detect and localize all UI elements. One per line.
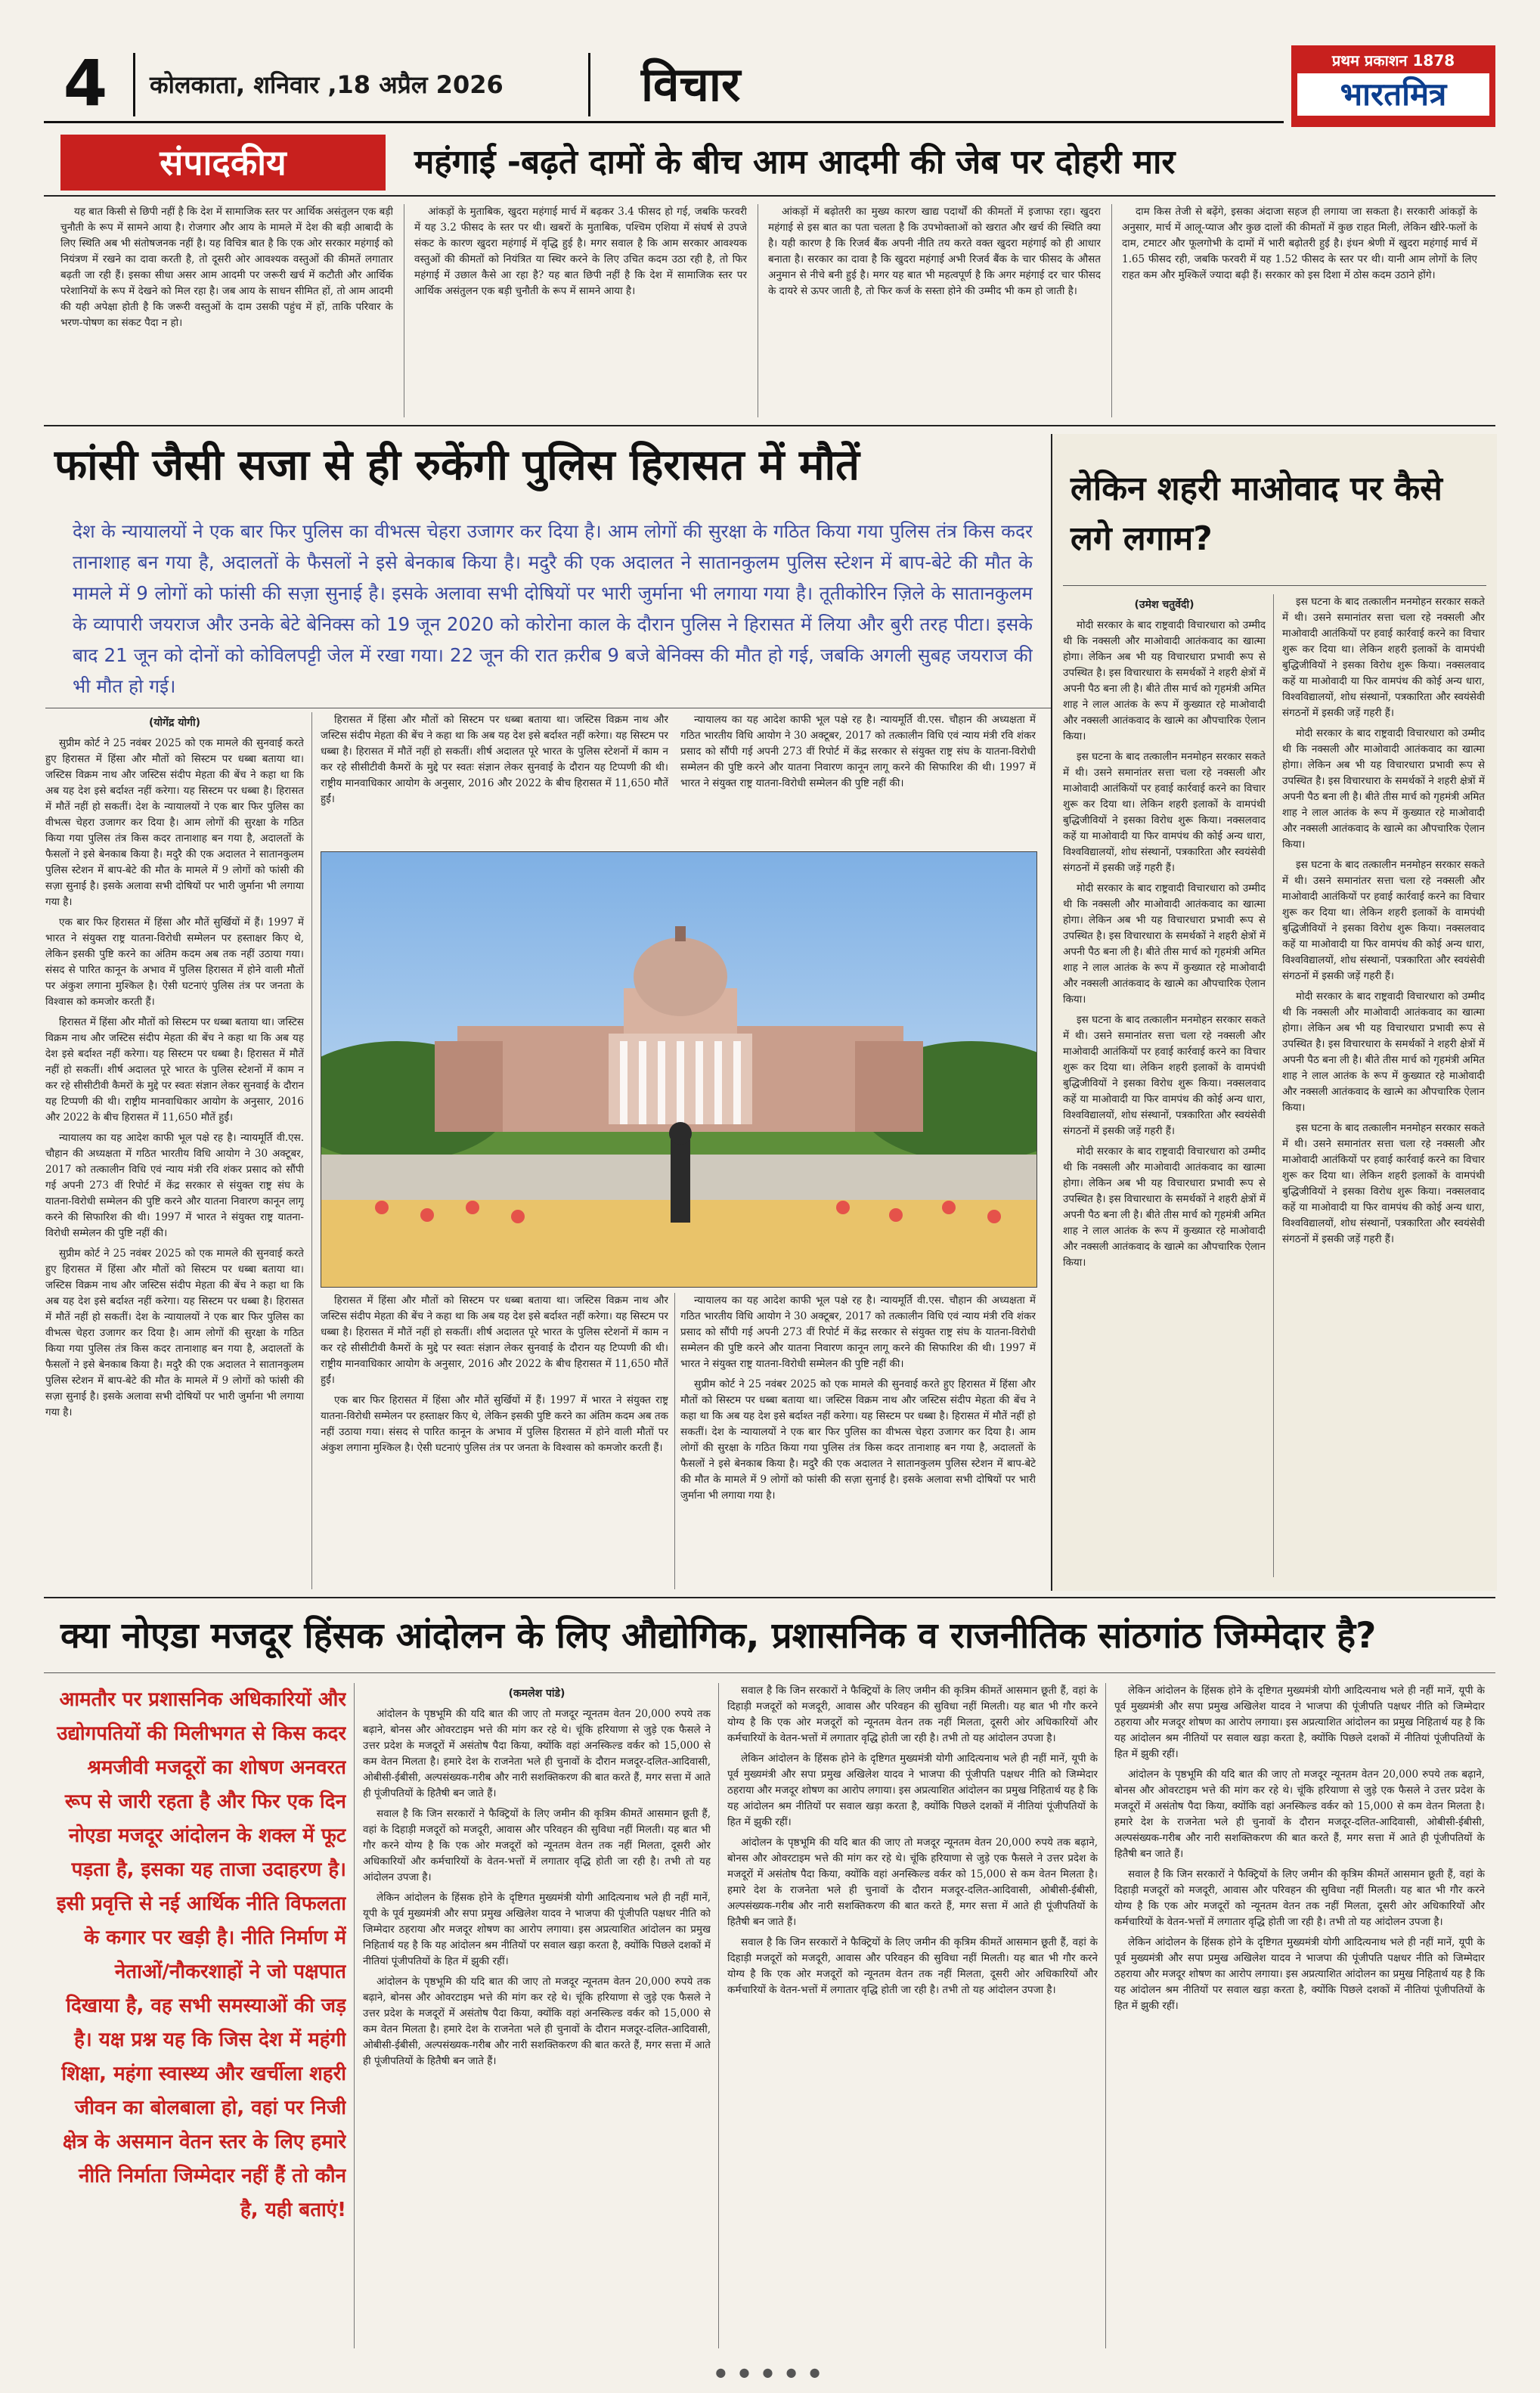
sidebar-paragraph: इस घटना के बाद तत्कालीन मनमोहन सरकार सकते में थी। उसने समानांतर सत्ता चला रहे नक्सली और माओवादी आतंकियों पर हवाई कार्रवाई करने का विचार शुरू कर दिया था। लेकिन शहरी इलाकों के वामपंथी बुद्धिजीवियों ने इसका विरोध शुरू किया। नक्सलवाद कहें या माओवादी या फिर वामपंथ की कोई अन्य धारा, विश्वविद्यालयों, शोध संस्थानों, पत्रकारिता और स्वयंसेवी संगठनों में इसकी जड़ें गहरी हैं। xyxy=(1282,859,1485,982)
bottom-paragraph: सवाल है कि जिन सरकारों ने फैक्ट्रियों के लिए जमीन की कृत्रिम कीमतें आसमान छूती हैं, वहां के दिहाड़ी मजदूरों को मजदूरी, आवास और परिवहन की सुविधा नहीं मिलती। यह बात भी गौर करने योग्य है कि एक ओर मजदूरों को न्यूनतम वेतन तक नहीं मिलता, दूसरी ओर अधिकारियों और कर्मचारियों के वेतन-भत्तों में लगातार वृद्धि होती जा रही है। तभी तो यह आंदोलन उपजा है। xyxy=(727,1685,1098,1744)
sidebar-column xyxy=(1282,594,1485,1577)
since-line: प्रथम प्रकाशन 1878 xyxy=(1331,51,1455,70)
column-rule xyxy=(1273,594,1274,1577)
column-rule xyxy=(1105,1683,1106,2348)
bottom-headline-rule xyxy=(44,1672,1495,1673)
lead-paragraph: हिरासत में हिंसा और मौतों को सिस्टम पर धब्बा बताया था। जस्टिस विक्रम नाथ और जस्टिस संदीप मेहता की बेंच ने कहा था कि अब यह देश इसे बर्दाश्त नहीं करेगा। यह सिस्टम पर धब्बा है। हिरासत में मौतें नहीं हो सकतीं। शीर्ष अदालत पूरे भारत के पुलिस स्टेशनों में काम न कर रहे सीसीटीवी कैमरों के मुद्दे पर स्वतः संज्ञान लेकर सुनवाई के दौरान यह टिप्पणी की थी। राष्ट्रीय मानवाधिकार आयोग के अनुसार, 2016 और 2022 के बीच हिरासत में 11,650 मौतें हुईं। xyxy=(45,1016,304,1124)
bottom-paragraph: लेकिन आंदोलन के हिंसक होने के दृष्टिगत मुख्यमंत्री योगी आदित्यनाथ भले ही नहीं मानें, यूपी के पूर्व मुख्यमंत्री और सपा प्रमुख अखिलेश यादव ने भाजपा की पूंजीपति पक्षधर नीति को जिम्मेदार ठहराया और मजदूर शोषण का आरोप लगाया। इस अप्रत्याशित आंदोलन का प्रमुख निहितार्थ यह है कि यह आंदोलन श्रम नीतियों पर सवाल खड़ा करता है, क्योंकि पिछले दशकों में नीतियां पूंजीपतियों के हित में झुकी रहीं। xyxy=(1114,1936,1485,2012)
lead-column xyxy=(680,1293,1036,1589)
sidebar-paragraph: इस घटना के बाद तत्कालीन मनमोहन सरकार सकते में थी। उसने समानांतर सत्ता चला रहे नक्सली और माओवादी आतंकियों पर हवाई कार्रवाई करने का विचार शुरू कर दिया था। लेकिन शहरी इलाकों के वामपंथी बुद्धिजीवियों ने इसका विरोध शुरू किया। नक्सलवाद कहें या माओवादी या फिर वामपंथ की कोई अन्य धारा, विश्वविद्यालयों, शोध संस्थानों, पत्रकारिता और स्वयंसेवी संगठनों में इसकी जड़ें गहरी हैं। xyxy=(1282,596,1485,719)
editorial-paragraph: आंकड़ों के मुताबिक, खुदरा महंगाई मार्च में बढ़कर 3.4 फीसद हो गई, जबकि फरवरी में यह 3.2 फीसद के स्तर पर थी। खबरों के मुताबिक, पश्चिम एशिया में संघर्ष से उपजे संकट के कारण खुदरा महंगाई में वृद्धि हुई है। मगर सवाल है कि आम सरकार आवश्यक वस्तुओं की कीमतों को नियंत्रित या स्थिर करने के लिए उचित कदम उठा रही है, तो फिर महंगाई में उछाल कैसे आ रहा है? यह बात छिपी नहीं है कि देश में सामाजिक स्तर पर आर्थिक असंतुलन एक बड़ी चुनौती के रूप में सामने आया है। xyxy=(414,206,747,297)
editorial-column xyxy=(414,204,747,417)
bottom-paragraph: सवाल है कि जिन सरकारों ने फैक्ट्रियों के लिए जमीन की कृत्रिम कीमतें आसमान छूती हैं, वहां के दिहाड़ी मजदूरों को मजदूरी, आवास और परिवहन की सुविधा नहीं मिलती। यह बात भी गौर करने योग्य है कि एक ओर मजदूरों को न्यूनतम वेतन तक नहीं मिलता, दूसरी ओर अधिकारियों और कर्मचारियों के वेतन-भत्तों में लगातार वृद्धि होती जा रही है। तभी तो यह आंदोलन उपजा है। xyxy=(363,1808,711,1883)
lead-paragraph: हिरासत में हिंसा और मौतों को सिस्टम पर धब्बा बताया था। जस्टिस विक्रम नाथ और जस्टिस संदीप मेहता की बेंच ने कहा था कि अब यह देश इसे बर्दाश्त नहीं करेगा। यह सिस्टम पर धब्बा है। हिरासत में मौतें नहीं हो सकतीं। शीर्ष अदालत पूरे भारत के पुलिस स्टेशनों में काम न कर रहे सीसीटीवी कैमरों के मुद्दे पर स्वतः संज्ञान लेकर सुनवाई के दौरान यह टिप्पणी की थी। राष्ट्रीय मानवाधिकार आयोग के अनुसार, 2016 और 2022 के बीच हिरासत में 11,650 मौतें हुईं। xyxy=(321,714,668,805)
lead-column xyxy=(321,712,668,845)
bottom-paragraph: लेकिन आंदोलन के हिंसक होने के दृष्टिगत मुख्यमंत्री योगी आदित्यनाथ भले ही नहीं मानें, यूपी के पूर्व मुख्यमंत्री और सपा प्रमुख अखिलेश यादव ने भाजपा की पूंजीपति पक्षधर नीति को जिम्मेदार ठहराया और मजदूर शोषण का आरोप लगाया। इस अप्रत्याशित आंदोलन का प्रमुख निहितार्थ यह है कि यह आंदोलन श्रम नीतियों पर सवाल खड़ा करता है, क्योंकि पिछले दशकों में नीतियां पूंजीपतियों के हित में झुकी रहीं। xyxy=(363,1892,711,1967)
lead-column xyxy=(680,712,1036,845)
editorial-paragraph: यह बात किसी से छिपी नहीं है कि देश में सामाजिक स्तर पर आर्थिक असंतुलन एक बड़ी चुनौती के रूप में सामने आया है। रोजगार और आय के मामले में देश की बड़ी आबादी के लिए स्थिति अब भी संतोषजनक नहीं है। यह विचित्र बात है कि एक ओर सरकार महंगाई को नियंत्रण में रखने का दावा करती है, तो दूसरी ओर आवश्यक वस्तुओं की कीमतें लगातार बढ़ती जा रही हैं। इसका सीधा असर आम आदमी पर जरूरी खर्च में कटौती और आर्थिक परेशानियों के रूप में देखने को मिल रहा है। जब आय के साधन सीमित हों, तो आम आदमी की यही अपेक्षा होती है कि जरूरी वस्तुओं के दाम उसकी पहुंच में हों, ताकि परिवार के भरण-पोषण का संकट पैदा न हो। xyxy=(60,206,393,329)
column-rule xyxy=(311,712,312,1589)
bottom-paragraph: आंदोलन के पृष्ठभूमि की यदि बात की जाए तो मजदूर न्यूनतम वेतन 20,000 रुपये तक बढ़ाने, बोनस और ओवरटाइम भत्ते की मांग कर रहे थे। चूंकि हरियाणा से जुड़े एक फैसले ने उत्तर प्रदेश के मजदूरों में असंतोष पैदा किया, क्योंकि वहां अनस्किल्ड वर्कर को 15,000 से कम वेतन मिलता है। हमारे देश के राजनेता भले ही चुनावों के दौरान मजदूर-दलित-आदिवासी, ओबीसी-ईबीसी, अल्पसंख्यक-गरीब और नारी सशक्तिकरण की बात करते हैं, मगर सत्ता में आते ही पूंजीपतियों के हितैषी बन जाते हैं। xyxy=(363,1976,711,2067)
lead-column xyxy=(45,712,304,1589)
lead-paragraph: एक बार फिर हिरासत में हिंसा और मौतें सुर्खियों में हैं। 1997 में भारत ने संयुक्त राष्ट्र यातना-विरोधी सम्मेलन पर हस्ताक्षर किए थे, लेकिन इसकी पुष्टि करने का अंतिम कदम अब तक नहीं उठाया गया। संसद से पारित कानून के अभाव में पुलिस हिरासत में होने वाली मौतों पर अंकुश लगाना मुश्किल है। ऐसी घटनाएं पुलिस तंत्र पर जनता के विश्वास को कमजोर करती हैं। xyxy=(321,1394,668,1454)
masthead-divider xyxy=(588,53,590,116)
bottom-paragraph: आंदोलन के पृष्ठभूमि की यदि बात की जाए तो मजदूर न्यूनतम वेतन 20,000 रुपये तक बढ़ाने, बोनस और ओवरटाइम भत्ते की मांग कर रहे थे। चूंकि हरियाणा से जुड़े एक फैसले ने उत्तर प्रदेश के मजदूरों में असंतोष पैदा किया, क्योंकि वहां अनस्किल्ड वर्कर को 15,000 से कम वेतन मिलता है। हमारे देश के राजनेता भले ही चुनावों के दौरान मजदूर-दलित-आदिवासी, ओबीसी-ईबीसी, अल्पसंख्यक-गरीब और नारी सशक्तिकरण की बात करते हैं, मगर सत्ता में आते ही पूंजीपतियों के हितैषी बन जाते हैं। xyxy=(727,1837,1098,1928)
sidebar-paragraph: मोदी सरकार के बाद राष्ट्रवादी विचारधारा को उम्मीद थी कि नक्सली और माओवादी आतंकवाद का खात्मा होगा। लेकिन अब भी यह विचारधारा प्रभावी रूप से उपस्थित है। इस विचारधारा के समर्थकों ने शहरी क्षेत्रों में अपनी पैठ बना ली है। बीते तीस मार्च को गृहमंत्री अमित शाह ने लाल आतंक के रूप में कुख्यात रहे माओवादी और नक्सली आतंकवाद के खात्मे का औपचारिक ऐलान किया। xyxy=(1063,619,1266,742)
editorial-headline: महंगाई -बढ़ते दामों के बीच आम आदमी की जेब पर दोहरी मार xyxy=(414,143,1176,181)
bottom-column xyxy=(727,1683,1098,2348)
bottom-column xyxy=(1114,1683,1485,2348)
editorial-column xyxy=(768,204,1101,417)
page-number: 4 xyxy=(63,46,108,120)
section-title: विचार xyxy=(641,57,741,112)
column-rule xyxy=(1111,204,1112,417)
sidebar-paragraph: मोदी सरकार के बाद राष्ट्रवादी विचारधारा को उम्मीद थी कि नक्सली और माओवादी आतंकवाद का खात्मा होगा। लेकिन अब भी यह विचारधारा प्रभावी रूप से उपस्थित है। इस विचारधारा के समर्थकों ने शहरी क्षेत्रों में अपनी पैठ बना ली है। बीते तीस मार्च को गृहमंत्री अमित शाह ने लाल आतंक के रूप में कुख्यात रहे माओवादी और नक्सली आतंकवाद के खात्मे का औपचारिक ऐलान किया। xyxy=(1063,882,1266,1006)
lead-headline: फांसी जैसी सजा से ही रुकेंगी पुलिस हिरासत में मौतें xyxy=(54,441,860,490)
lead-column xyxy=(321,1293,668,1589)
bottom-paragraph: लेकिन आंदोलन के हिंसक होने के दृष्टिगत मुख्यमंत्री योगी आदित्यनाथ भले ही नहीं मानें, यूपी के पूर्व मुख्यमंत्री और सपा प्रमुख अखिलेश यादव ने भाजपा की पूंजीपति पक्षधर नीति को जिम्मेदार ठहराया और मजदूर शोषण का आरोप लगाया। इस अप्रत्याशित आंदोलन का प्रमुख निहितार्थ यह है कि यह आंदोलन श्रम नीतियों पर सवाल खड़ा करता है, क्योंकि पिछले दशकों में नीतियां पूंजीपतियों के हित में झुकी रहीं। xyxy=(1114,1685,1485,1760)
column-rule xyxy=(354,1683,355,2348)
bottom-paragraph: सवाल है कि जिन सरकारों ने फैक्ट्रियों के लिए जमीन की कृत्रिम कीमतें आसमान छूती हैं, वहां के दिहाड़ी मजदूरों को मजदूरी, आवास और परिवहन की सुविधा नहीं मिलती। यह बात भी गौर करने योग्य है कि एक ओर मजदूरों को न्यूनतम वेतन तक नहीं मिलता, दूसरी ओर अधिकारियों और कर्मचारियों के वेतन-भत्तों में लगातार वृद्धि होती जा रही है। तभी तो यह आंदोलन उपजा है। xyxy=(727,1936,1098,1996)
lead-paragraph: न्यायालय का यह आदेश काफी भूल पक्षे रह है। न्यायमूर्ति वी.एस. चौहान की अध्यक्षता में गठित भारतीय विधि आयोग ने 30 अक्टूबर, 2017 को तत्कालीन विधि एवं न्याय मंत्री रवि शंकर प्रसाद को सौंपी गई अपनी 273 वीं रिपोर्ट में केंद्र सरकार से संयुक्त राष्ट्र संघ के यातना-विरोधी सम्मेलन की पुष्टि करने और यातना निवारण कानून लागू करने की सिफारिश की थी। 1997 में भारत ने संयुक्त राष्ट्र यातना-विरोधी सम्मेलन की पुष्टि नहीं की। xyxy=(680,1294,1036,1370)
masthead-rule xyxy=(44,121,1284,123)
lead-paragraph: हिरासत में हिंसा और मौतों को सिस्टम पर धब्बा बताया था। जस्टिस विक्रम नाथ और जस्टिस संदीप मेहता की बेंच ने कहा था कि अब यह देश इसे बर्दाश्त नहीं करेगा। यह सिस्टम पर धब्बा है। हिरासत में मौतें नहीं हो सकतीं। शीर्ष अदालत पूरे भारत के पुलिस स्टेशनों में काम न कर रहे सीसीटीवी कैमरों के मुद्दे पर स्वतः संज्ञान लेकर सुनवाई के दौरान यह टिप्पणी की थी। राष्ट्रीय मानवाधिकार आयोग के अनुसार, 2016 और 2022 के बीच हिरासत में 11,650 मौतें हुईं। xyxy=(321,1294,668,1386)
lead-paragraph: न्यायालय का यह आदेश काफी भूल पक्षे रह है। न्यायमूर्ति वी.एस. चौहान की अध्यक्षता में गठित भारतीय विधि आयोग ने 30 अक्टूबर, 2017 को तत्कालीन विधि एवं न्याय मंत्री रवि शंकर प्रसाद को सौंपी गई अपनी 273 वीं रिपोर्ट में केंद्र सरकार से संयुक्त राष्ट्र संघ के यातना-विरोधी सम्मेलन की पुष्टि करने और यातना निवारण कानून लागू करने की सिफारिश की थी। 1997 में भारत ने संयुक्त राष्ट्र यातना-विरोधी सम्मेलन की पुष्टि नहीं की। xyxy=(680,714,1036,789)
supreme-court-illustration xyxy=(321,852,1036,1287)
lead-paragraph: सुप्रीम कोर्ट ने 25 नवंबर 2025 को एक मामले की सुनवाई करते हुए हिरासत में हिंसा और मौतों को सिस्टम पर धब्बा बताया था। जस्टिस विक्रम नाथ और जस्टिस संदीप मेहता की बेंच ने कहा था कि अब यह देश इसे बर्दाश्त नहीं करेगा। यह सिस्टम पर धब्बा है। हिरासत में मौतें नहीं हो सकतीं। देश के न्यायालयों ने एक बार फिर पुलिस का वीभत्स चेहरा उजागर कर दिया है। आम लोगों की सुरक्षा के गठित किया गया पुलिस तंत्र किस कदर तानाशाह बन गया है, अदालतों के फैसलों ने इसे बेनकाब किया है। मदुरै की एक अदालत ने सातानकुलम पुलिस स्टेशन में बाप-बेटे की मौत के मामले में 9 लोगों को फांसी की सज़ा सुनाई है। इसके अलावा सभी दोषियों पर भारी जुर्माना भी लगाया गया है। xyxy=(45,1248,304,1418)
sidebar-paragraph: इस घटना के बाद तत्कालीन मनमोहन सरकार सकते में थी। उसने समानांतर सत्ता चला रहे नक्सली और माओवादी आतंकियों पर हवाई कार्रवाई करने का विचार शुरू कर दिया था। लेकिन शहरी इलाकों के वामपंथी बुद्धिजीवियों ने इसका विरोध शुरू किया। नक्सलवाद कहें या माओवादी या फिर वामपंथ की कोई अन्य धारा, विश्वविद्यालयों, शोध संस्थानों, पत्रकारिता और स्वयंसेवी संगठनों में इसकी जड़ें गहरी हैं। xyxy=(1063,751,1266,874)
bottom-paragraph: आंदोलन के पृष्ठभूमि की यदि बात की जाए तो मजदूर न्यूनतम वेतन 20,000 रुपये तक बढ़ाने, बोनस और ओवरटाइम भत्ते की मांग कर रहे थे। चूंकि हरियाणा से जुड़े एक फैसले ने उत्तर प्रदेश के मजदूरों में असंतोष पैदा किया, क्योंकि वहां अनस्किल्ड वर्कर को 15,000 से कम वेतन मिलता है। हमारे देश के राजनेता भले ही चुनावों के दौरान मजदूर-दलित-आदिवासी, ओबीसी-ईबीसी, अल्पसंख्यक-गरीब और नारी सशक्तिकरण की बात करते हैं, मगर सत्ता में आते ही पूंजीपतियों के हितैषी बन जाते हैं। xyxy=(1114,1768,1485,1860)
sidebar-headline: लेकिन शहरी माओवाद पर कैसे लगे लगाम? xyxy=(1071,470,1442,558)
editorial-paragraph: दाम किस तेजी से बढ़ेंगे, इसका अंदाजा सहज ही लगाया जा सकता है। सरकारी आंकड़ों के अनुसार, मार्च में आलू-प्याज और कुछ दालों की कीमतों में कुछ राहत मिली, लेकिन खीरे-फलों के दाम, टमाटर और फूलगोभी के दामों में भारी बढ़ोतरी हुई है। इंधन श्रेणी में खुदरा महंगाई मार्च में 1.65 फीसद रही, जबकि फरवरी में यह 1.52 फीसद के स्तर पर थी। यानी आम लोगों के लिए राहत कम और मुश्किलें ज्यादा बढ़ी हैं। सरकार को इस दिशा में ठोस कदम उठाने होंगे। xyxy=(1122,206,1477,281)
section-rule xyxy=(44,425,1495,426)
column-rule xyxy=(674,1293,675,1589)
bottom-column xyxy=(363,1683,711,2348)
masthead-divider xyxy=(133,53,135,116)
masthead xyxy=(44,45,1495,129)
lead-paragraph: एक बार फिर हिरासत में हिंसा और मौतें सुर्खियों में हैं। 1997 में भारत ने संयुक्त राष्ट्र यातना-विरोधी सम्मेलन पर हस्ताक्षर किए थे, लेकिन इसकी पुष्टि करने का अंतिम कदम अब तक नहीं उठाया गया। संसद से पारित कानून के अभाव में पुलिस हिरासत में होने वाली मौतों पर अंकुश लगाना मुश्किल है। ऐसी घटनाएं पुलिस तंत्र पर जनता के विश्वास को कमजोर करती हैं। xyxy=(45,916,304,1008)
lead-byline: (योगेंद्र योगी) xyxy=(149,717,200,729)
sidebar-paragraph: इस घटना के बाद तत्कालीन मनमोहन सरकार सकते में थी। उसने समानांतर सत्ता चला रहे नक्सली और माओवादी आतंकियों पर हवाई कार्रवाई करने का विचार शुरू कर दिया था। लेकिन शहरी इलाकों के वामपंथी बुद्धिजीवियों ने इसका विरोध शुरू किया। नक्सलवाद कहें या माओवादी या फिर वामपंथ की कोई अन्य धारा, विश्वविद्यालयों, शोध संस्थानों, पत्रकारिता और स्वयंसेवी संगठनों में इसकी जड़ें गहरी हैं। xyxy=(1282,1122,1485,1245)
sidebar-paragraph: मोदी सरकार के बाद राष्ट्रवादी विचारधारा को उम्मीद थी कि नक्सली और माओवादी आतंकवाद का खात्मा होगा। लेकिन अब भी यह विचारधारा प्रभावी रूप से उपस्थित है। इस विचारधारा के समर्थकों ने शहरी क्षेत्रों में अपनी पैठ बना ली है। बीते तीस मार्च को गृहमंत्री अमित शाह ने लाल आतंक के रूप में कुख्यात रहे माओवादी और नक्सली आतंकवाद के खात्मे का औपचारिक ऐलान किया। xyxy=(1282,990,1485,1114)
editorial-column xyxy=(1122,204,1477,417)
sidebar-byline: (उमेश चतुर्वेदी) xyxy=(1134,599,1195,611)
date-line: कोलकाता, शनिवार ,18 अप्रैल 2026 xyxy=(150,70,504,99)
sidebar-column xyxy=(1063,594,1266,1577)
bottom-byline: (कमलेश पांडे) xyxy=(508,1688,565,1700)
column-rule xyxy=(718,1683,719,2348)
bottom-paragraph: लेकिन आंदोलन के हिंसक होने के दृष्टिगत मुख्यमंत्री योगी आदित्यनाथ भले ही नहीं मानें, यूपी के पूर्व मुख्यमंत्री और सपा प्रमुख अखिलेश यादव ने भाजपा की पूंजीपति पक्षधर नीति को जिम्मेदार ठहराया और मजदूर शोषण का आरोप लगाया। इस अप्रत्याशित आंदोलन का प्रमुख निहितार्थ यह है कि यह आंदोलन श्रम नीतियों पर सवाल खड़ा करता है, क्योंकि पिछले दशकों में नीतियां पूंजीपतियों के हित में झुकी रहीं। xyxy=(727,1753,1098,1828)
print-registration-marks: ● ● ● ● ● xyxy=(715,2365,825,2379)
sidebar-paragraph: इस घटना के बाद तत्कालीन मनमोहन सरकार सकते में थी। उसने समानांतर सत्ता चला रहे नक्सली और माओवादी आतंकियों पर हवाई कार्रवाई करने का विचार शुरू कर दिया था। लेकिन शहरी इलाकों के वामपंथी बुद्धिजीवियों ने इसका विरोध शुरू किया। नक्सलवाद कहें या माओवादी या फिर वामपंथ की कोई अन्य धारा, विश्वविद्यालयों, शोध संस्थानों, पत्रकारिता और स्वयंसेवी संगठनों में इसकी जड़ें गहरी हैं। xyxy=(1063,1014,1266,1137)
section-rule xyxy=(44,1597,1495,1598)
sidebar-story xyxy=(1051,434,1497,1591)
sidebar-paragraph: मोदी सरकार के बाद राष्ट्रवादी विचारधारा को उम्मीद थी कि नक्सली और माओवादी आतंकवाद का खात्मा होगा। लेकिन अब भी यह विचारधारा प्रभावी रूप से उपस्थित है। इस विचारधारा के समर्थकों ने शहरी क्षेत्रों में अपनी पैठ बना ली है। बीते तीस मार्च को गृहमंत्री अमित शाह ने लाल आतंक के रूप में कुख्यात रहे माओवादी और नक्सली आतंकवाद के खात्मे का औपचारिक ऐलान किया। xyxy=(1063,1145,1266,1269)
lead-paragraph: न्यायालय का यह आदेश काफी भूल पक्षे रह है। न्यायमूर्ति वी.एस. चौहान की अध्यक्षता में गठित भारतीय विधि आयोग ने 30 अक्टूबर, 2017 को तत्कालीन विधि एवं न्याय मंत्री रवि शंकर प्रसाद को सौंपी गई अपनी 273 वीं रिपोर्ट में केंद्र सरकार से संयुक्त राष्ट्र संघ के यातना-विरोधी सम्मेलन की पुष्टि करने और यातना निवारण कानून लागू करने की सिफारिश की थी। 1997 में भारत ने संयुक्त राष्ट्र यातना-विरोधी सम्मेलन की पुष्टि नहीं की। xyxy=(45,1132,304,1239)
brand-box xyxy=(1291,45,1495,127)
editorial-paragraph: आंकड़ों में बढ़ोतरी का मुख्य कारण खाद्य पदार्थों की कीमतों में इजाफा रहा। खुदरा महंगाई से इस बात का पता चलता है कि उपभोक्ताओं को खरात और खर्च की स्थिति क्या है। यही कारण है कि रिजर्व बैंक अपनी नीति तय करते वक्त खुदरा महंगाई को ही आधार बनाता है। सरकार का दावा है कि खुदरा महंगाई अभी रिजर्व बैंक के चार फीसद के औसत अनुमान से नीचे बनी हुई है। मगर यह बात भी महत्वपूर्ण है कि अगर महंगाई दर चार फीसद के दायरे से ऊपर जाती है, तो फिर कर्ज के सस्ता होने की उम्मीद भी कम हो जाती है। xyxy=(768,206,1101,297)
editorial-tag: संपादकीय xyxy=(60,135,386,191)
pull-quote: आमतौर पर प्रशासनिक अधिकारियों और उद्योगपतियों की मिलीभगत से किस कदर श्रमजीवी मजदूरों का शोषण अनवरत रूप से जारी रहता है और फिर एक दिन नोएडा मजदूर आंदोलन के शक्ल में फूट पड़ता है, इसका यह ताजा उदाहरण है। इसी प्रवृत्ति से नई आर्थिक नीति विफलता के कगार पर खड़ी है। नीति निर्माण में नेताओं/नौकरशाहों ने जो पक्षपात दिखाया है, वह सभी समस्याओं की जड़ है। यक्ष प्रश्न यह कि जिस देश में महंगी शिक्षा, महंगा स्वास्थ्य और खर्चीला शहरी जीवन का बोलबाला हो, वहां पर निजी क्षेत्र के असमान वेतन स्तर के लिए हमारे नीति निर्माता जिम्मेदार नहीं हैं तो कौन है, यही बताएं! xyxy=(56,1688,346,2221)
bottom-paragraph: आंदोलन के पृष्ठभूमि की यदि बात की जाए तो मजदूर न्यूनतम वेतन 20,000 रुपये तक बढ़ाने, बोनस और ओवरटाइम भत्ते की मांग कर रहे थे। चूंकि हरियाणा से जुड़े एक फैसले ने उत्तर प्रदेश के मजदूरों में असंतोष पैदा किया, क्योंकि वहां अनस्किल्ड वर्कर को 15,000 से कम वेतन मिलता है। हमारे देश के राजनेता भले ही चुनावों के दौरान मजदूर-दलित-आदिवासी, ओबीसी-ईबीसी, अल्पसंख्यक-गरीब और नारी सशक्तिकरण की बात करते हैं, मगर सत्ता में आते ही पूंजीपतियों के हितैषी बन जाते हैं। xyxy=(363,1708,711,1799)
sidebar-paragraph: मोदी सरकार के बाद राष्ट्रवादी विचारधारा को उम्मीद थी कि नक्सली और माओवादी आतंकवाद का खात्मा होगा। लेकिन अब भी यह विचारधारा प्रभावी रूप से उपस्थित है। इस विचारधारा के समर्थकों ने शहरी क्षेत्रों में अपनी पैठ बना ली है। बीते तीस मार्च को गृहमंत्री अमित शाह ने लाल आतंक के रूप में कुख्यात रहे माओवादी और नक्सली आतंकवाद के खात्मे का औपचारिक ऐलान किया। xyxy=(1282,727,1485,851)
lead-intro: देश के न्यायालयों ने एक बार फिर पुलिस का वीभत्स चेहरा उजागर कर दिया है। आम लोगों की सुरक्षा के गठित किया गया पुलिस तंत्र किस कदर तानाशाह बन गया है, अदालतों के फैसलों ने इसे बेनकाब किया है। मदुरै की एक अदालत ने सातानकुलम पुलिस स्टेशन में बाप-बेटे की मौत के मामले में 9 लोगों को फांसी की सज़ा सुनाई है। इसके अलावा सभी दोषियों पर भारी जुर्माना भी लगाया गया है। तूतीकोरिन ज़िले के सातानकुलम के व्यापारी जयराज और उनके बेटे बेनिक्स को 19 जून 2020 को कोरोना काल के दौरान पुलिस ने हिरासत में लिया और बुरी तरह पीटा। इसके बाद 21 जून को दोनों को कोविलपट्टी जेल में रखा गया। 22 जून की रात क़रीब 9 बजे बेनिक्स की मौत हो गई, जबकि अगली सुबह जयराज की भी मौत हो गई। xyxy=(73,520,1033,697)
bottom-paragraph: सवाल है कि जिन सरकारों ने फैक्ट्रियों के लिए जमीन की कृत्रिम कीमतें आसमान छूती हैं, वहां के दिहाड़ी मजदूरों को मजदूरी, आवास और परिवहन की सुविधा नहीं मिलती। यह बात भी गौर करने योग्य है कि एक ओर मजदूरों को न्यूनतम वेतन तक नहीं मिलता, दूसरी ओर अधिकारियों और कर्मचारियों के वेतन-भत्तों में लगातार वृद्धि होती जा रही है। तभी तो यह आंदोलन उपजा है। xyxy=(1114,1868,1485,1928)
lead-paragraph: सुप्रीम कोर्ट ने 25 नवंबर 2025 को एक मामले की सुनवाई करते हुए हिरासत में हिंसा और मौतों को सिस्टम पर धब्बा बताया था। जस्टिस विक्रम नाथ और जस्टिस संदीप मेहता की बेंच ने कहा था कि अब यह देश इसे बर्दाश्त नहीं करेगा। यह सिस्टम पर धब्बा है। हिरासत में मौतें नहीं हो सकतीं। देश के न्यायालयों ने एक बार फिर पुलिस का वीभत्स चेहरा उजागर कर दिया है। आम लोगों की सुरक्षा के गठित किया गया पुलिस तंत्र किस कदर तानाशाह बन गया है, अदालतों के फैसलों ने इसे बेनकाब किया है। मदुरै की एक अदालत ने सातानकुलम पुलिस स्टेशन में बाप-बेटे की मौत के मामले में 9 लोगों को फांसी की सज़ा सुनाई है। इसके अलावा सभी दोषियों पर भारी जुर्माना भी लगाया गया है। xyxy=(680,1378,1036,1502)
supreme-court-photo xyxy=(321,851,1037,1288)
sidebar-rule xyxy=(1063,585,1486,586)
editorial-column xyxy=(60,204,393,417)
paper-name: भारतमित्र xyxy=(1297,73,1489,116)
lead-paragraph: सुप्रीम कोर्ट ने 25 नवंबर 2025 को एक मामले की सुनवाई करते हुए हिरासत में हिंसा और मौतों को सिस्टम पर धब्बा बताया था। जस्टिस विक्रम नाथ और जस्टिस संदीप मेहता की बेंच ने कहा था कि अब यह देश इसे बर्दाश्त नहीं करेगा। यह सिस्टम पर धब्बा है। हिरासत में मौतें नहीं हो सकतीं। देश के न्यायालयों ने एक बार फिर पुलिस का वीभत्स चेहरा उजागर कर दिया है। आम लोगों की सुरक्षा के गठित किया गया पुलिस तंत्र किस कदर तानाशाह बन गया है, अदालतों के फैसलों ने इसे बेनकाब किया है। मदुरै की एक अदालत ने सातानकुलम पुलिस स्टेशन में बाप-बेटे की मौत के मामले में 9 लोगों को फांसी की सज़ा सुनाई है। इसके अलावा सभी दोषियों पर भारी जुर्माना भी लगाया गया है। xyxy=(45,737,304,908)
bottom-headline: क्या नोएडा मजदूर हिंसक आंदोलन के लिए औद्योगिक, प्रशासनिक व राजनीतिक सांठगांठ जिम्मेदार है? xyxy=(60,1615,1377,1657)
editorial-header xyxy=(44,135,1495,197)
